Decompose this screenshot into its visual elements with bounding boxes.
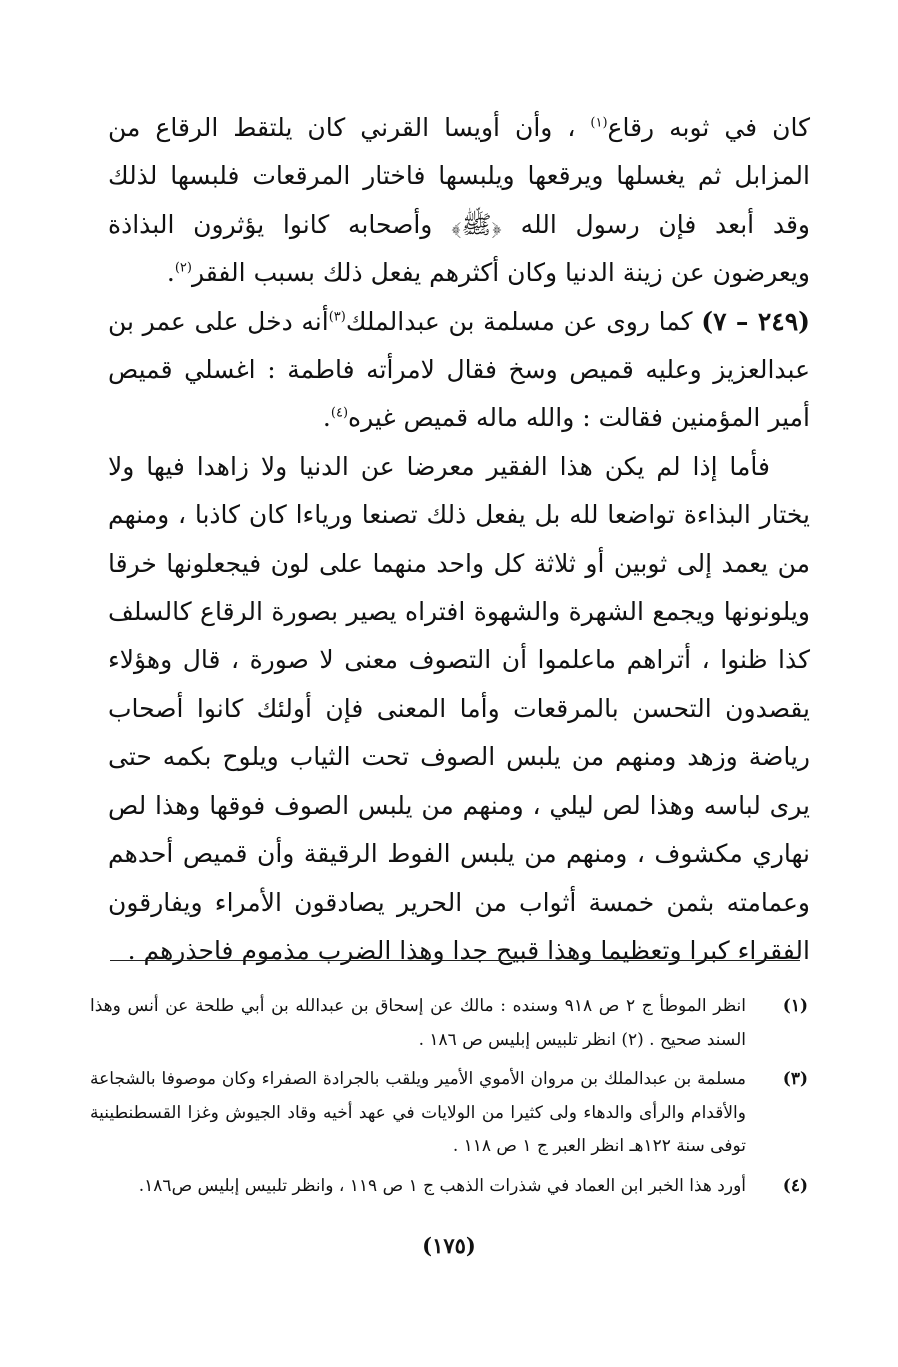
- paragraph-2-text-a: كما روى عن مسلمة بن عبدالملك: [345, 306, 702, 336]
- footnote-ref-2: (٢): [174, 260, 192, 276]
- footnote-3: [90, 1063, 808, 1164]
- footnote-ref-1: (١): [590, 115, 608, 131]
- footnote-4: [90, 1170, 808, 1204]
- page-number: (١٧٥): [422, 1233, 476, 1258]
- paragraph-1-text-c: .: [166, 258, 175, 288]
- main-text: [108, 104, 810, 975]
- paragraph-2-text-c: .: [322, 403, 331, 433]
- paragraph-1-text-b: ، وأن أويسا القرني كان يلتقط الرقاع من المزابل ثم يغسلها ويرقعها ويلبسها فاختار المرقعات فلبسها لذلك وقد أبعد فإن رسول الله ﴿ﷺ﴾ وأصحابه كانوا يؤثرون البذاذة ويعرضون عن زينة الدنيا وكان أكثرهم يفعل ذلك بسبب الفقر: [108, 113, 810, 288]
- footnote-text-4: أورد هذا الخبر ابن العماد في شذرات الذهب ج ١ ص ١١٩ ، وانظر تلبيس إبليس ص١٨٦.: [138, 1175, 746, 1196]
- footnote-divider: [110, 960, 800, 961]
- paragraph-2: [108, 298, 810, 443]
- entry-number: (٢٤٩ – ٧): [701, 306, 810, 336]
- footnote-mark-4: (٤): [782, 1175, 808, 1196]
- paragraph-3: فأما إذا لم يكن هذا الفقير معرضا عن الدنيا ولا زاهدا فيها ولا يختار البذاءة تواضعا لله بل يفعل ذلك تصنعا ورياءا كان كاذبا ، ومنهم من يعمد إلى ثوبين أو ثلاثة كل واحد منهما على لون فيجعلونها خرقا ويلونونها ويجمع الشهرة والشهوة افتراه يصير بصورة الرقاع كالسلف كذا ظنوا ، أتراهم ماعلموا أن التصوف معنى لا صورة ، قال وهؤلاء يقصدون التحسن بالمرقعات وأما المعنى فإن أولئك كانوا أصحاب رياضة وزهد ومنهم من يلبس الصوف تحت الثياب ويلوح بكمه حتى يرى لباسه وهذا لص ليلي ، ومنهم من يلبس الصوف فوقها وهذا لص نهاري مكشوف ، ومنهم من يلبس الفوط الرقيقة وأن قميص أحدهم وعمامته بثمن خمسة أثواب من الحرير يصادقون الأمراء ويفارقون الفقراء كبرا وتعظيما وهذا قبيح جدا وهذا الضرب مذموم فاحذرهم .: [108, 451, 810, 965]
- footnotes: [90, 990, 808, 1209]
- footnote-ref-3: (٣): [328, 309, 346, 325]
- footnote-text-1: انظر الموطأ ج ٢ ص ٩١٨ وسنده : مالك عن إسحاق بن عبدالله بن أبي طلحة عن أنس وهذا السند صحيح . (٢) انظر تلبيس إبليس ص ١٨٦ .: [90, 996, 746, 1050]
- footnote-ref-4: (٤): [330, 406, 349, 422]
- footnote-text-3: مسلمة بن عبدالملك بن مروان الأموي الأمير ويلقب بالجرادة الصفراء وكان موصوفا بالشجاعة والأقدام والرأى والدهاء ولى كثيرا من الولايات في عهد أخيه وقاد الجيوش وغزا القسطنطينية توفى سنة ١٢٢هـ انظر العبر ج ١ ص ١١٨ .: [90, 1069, 746, 1156]
- paragraph-1: [108, 104, 810, 298]
- paragraph-1-text-a: كان في ثوبه رقاع: [607, 113, 810, 142]
- footnote-1: [90, 990, 808, 1057]
- footnote-mark-1: (١): [782, 996, 808, 1016]
- footnote-mark-3: (٣): [782, 1069, 808, 1089]
- paragraph-2-text-b: أنه دخل على عمر بن عبدالعزيز وعليه قميص وسخ فقال لامرأته فاطمة : اغسلي قميص أمير المؤمنين فقالت : والله ماله قميص غيره: [108, 306, 810, 433]
